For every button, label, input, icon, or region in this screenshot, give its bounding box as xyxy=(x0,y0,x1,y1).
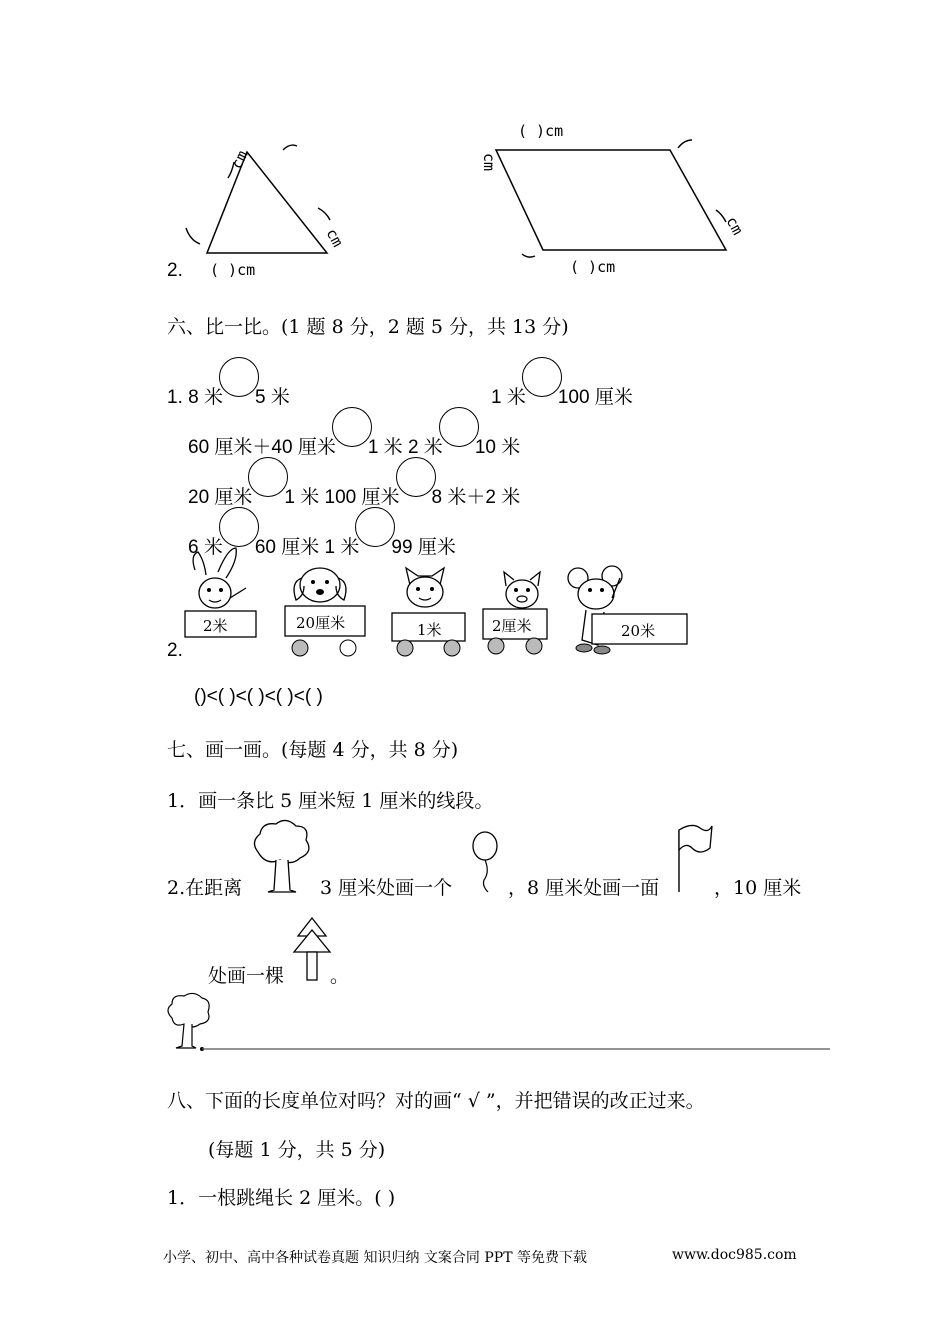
triangle-side-unit: cm xyxy=(227,147,252,172)
sign-label: 1米 xyxy=(417,621,442,639)
sign-label: 2米 xyxy=(203,617,228,635)
q7-item2-text-f: 。 xyxy=(330,965,350,987)
compare-row-2: 60 厘米＋40 厘米 1 米 2 米 10 米 xyxy=(188,419,520,459)
footer-url[interactable]: www.doc985.com xyxy=(672,1247,797,1263)
parallelogram-bottom-blank: ( )cm xyxy=(570,258,616,276)
triangle-side-unit: cm xyxy=(322,225,347,250)
footer-text: 小学、初中、高中各种试卷真题 知识归纳 文案合同 PPT 等免费下载 xyxy=(163,1250,587,1266)
sign-label: 20厘米 xyxy=(296,614,346,632)
triangle-bottom-blank: ( )cm xyxy=(210,261,256,279)
q7-item2-text-e: 处画一棵 xyxy=(208,965,285,987)
q7-item2-text-c: ，8 厘米处画一面 xyxy=(508,877,660,899)
q7-item2-text-a: 2.在距离 xyxy=(167,877,243,899)
compare-row-1b: 1 米 100 厘米 xyxy=(491,369,633,409)
sign-label: 2厘米 xyxy=(492,617,532,635)
section6-title: 六、比一比。(1 题 8 分，2 题 5 分，共 13 分) xyxy=(167,316,569,338)
parallelogram-top-blank: ( )cm xyxy=(518,122,564,140)
section8-title: 八、下面的长度单位对吗？对的画“ √ ”，并把错误的改正过来。 xyxy=(167,1090,705,1112)
q7-item1: 1．画一条比 5 厘米短 1 厘米的线段。 xyxy=(167,790,494,812)
compare-row-3: 20 厘米 1 米 100 厘米 8 米＋2 米 xyxy=(188,469,520,509)
q7-item2-text-b: 3 厘米处画一个 xyxy=(320,877,453,899)
q5-item2-number: 2. xyxy=(167,260,183,281)
order-answer-line[interactable]: ()<( )<( )<( )<( ) xyxy=(194,686,323,707)
sign-label: 20米 xyxy=(621,622,656,640)
compare-row-1a: 1. 8 米 5 米 xyxy=(167,369,290,409)
section8-subtitle: (每题 1 分，共 5 分) xyxy=(208,1139,386,1161)
q6-item2-number: 2. xyxy=(167,640,183,661)
section7-title: 七、画一画。(每题 4 分，共 8 分) xyxy=(167,739,459,761)
q7-item2-text-d: ，10 厘米 xyxy=(714,877,802,899)
compare-row-4: 6 米 60 厘米 1 米 99 厘米 xyxy=(188,519,456,559)
parallelogram-side-unit: cm xyxy=(722,213,747,238)
q8-item1: 1．一根跳绳长 2 厘米。( ) xyxy=(167,1187,396,1209)
parallelogram-side-unit: cm xyxy=(480,153,498,172)
